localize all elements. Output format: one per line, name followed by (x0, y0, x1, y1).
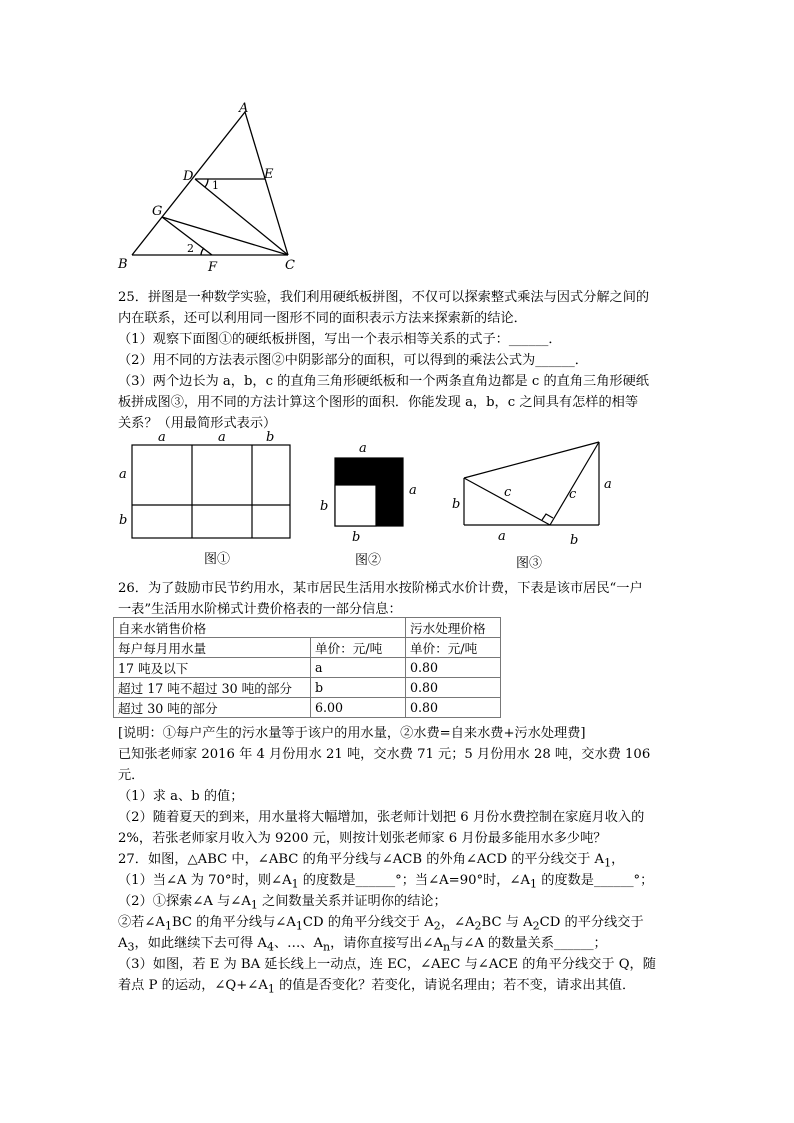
q27-intro: 27．如图，△ABC 中，∠ABC 的角平分线与∠ACB 的外角∠ACD 的平分线交于 $A_1$， (118, 852, 625, 870)
q27-part2-3: $A_3$，如此继续下去可得 $A_4$、…、$A_n$，请你直接写出$\angle A_n$与∠A 的数量关系______； (118, 936, 607, 954)
q26-known-line1: 已知张老师家 2016 年 4 月份用水 21 吨，交水费 71 元；5 月份用水 28 吨，交水费 106 (118, 747, 651, 762)
q25-part1: （1）观察下面图①的硬纸板拼图，写出一个表示相等关系的式子：______． (118, 332, 562, 347)
label-F: F (208, 260, 218, 275)
fig3-right-a: a (604, 477, 612, 492)
q27-part3-line2: 着点 P 的运动，$\angle Q+\angle A_1$ 的值是否变化？若变化，请说名理由；若不变，请求出其值． (118, 978, 636, 996)
figure-1 (112, 428, 302, 578)
fig3-bottom-a: a (498, 529, 506, 544)
fig2-caption: 图② (355, 553, 382, 568)
table-cell: a (311, 658, 406, 678)
table-header-tap-water: 自来水销售价格 (114, 618, 406, 638)
q25-part2: （2）用不同的方法表示图②中阴影部分的面积，可以得到的乘法公式为______． (118, 353, 588, 368)
table-cell: 每户每月用水量 (114, 638, 311, 658)
label-angle2: 2 (187, 242, 194, 255)
table-row (114, 678, 501, 698)
q27-part2-1: （2）①探索∠A 与$\angle A_1$ 之间数量关系并证明你的结论； (118, 894, 447, 912)
fig1-top-b: b (266, 430, 275, 445)
table-cell: 超过 30 吨的部分 (114, 698, 311, 718)
q25-part3-line3: 关系？（用最简形式表示） (118, 416, 277, 431)
water-price-table (113, 617, 501, 718)
q27-part3-line1: （3）如图，若 E 为 BA 延长线上一动点，连 EC，∠AEC 与∠ACE 的角平分线交于 Q，随 (118, 957, 656, 972)
table-cell: 超过 17 吨不超过 30 吨的部分 (114, 678, 311, 698)
fig3-c2: c (569, 487, 577, 502)
q26-known-line2: 元． (118, 768, 145, 783)
table-cell: 0.80 (406, 658, 501, 678)
table-cell: 单价：元/吨 (406, 638, 501, 658)
table-row (114, 698, 501, 718)
fig2-right-a: a (409, 483, 417, 498)
table-cell: 单价：元/吨 (311, 638, 406, 658)
label-C: C (285, 258, 295, 273)
fig3-left-b: b (452, 497, 461, 512)
table-cell: 0.80 (406, 698, 501, 718)
figure-2 (318, 438, 428, 573)
fig2-top-a: a (359, 441, 367, 456)
fig2-left-b: b (320, 499, 329, 514)
q26-intro-line1: 26．为了鼓励市民节约用水，某市居民生活用水按阶梯式水价计费，下表是该市居民“一户 (118, 581, 643, 596)
fig3-caption: 图③ (516, 556, 543, 571)
fig3-c1: c (504, 485, 512, 500)
label-B: B (118, 257, 128, 272)
fig3-bottom-b: b (570, 533, 579, 548)
q27-part1: （1）当∠A 为 70°时，则$\angle A_1$ 的度数是______°；当∠A=90°时，$\angle A_1$ 的度数是______°； (118, 873, 654, 891)
q26-part2-line2: 2%，若张老师家月收入为 9200 元，则按计划张老师家 6 月份最多能用水多少吨？ (118, 831, 607, 846)
table-cell: 6.00 (311, 698, 406, 718)
q26-part2-line1: （2）随着夏天的到来，用水量将大幅增加，张老师计划把 6 月份水费控制在家庭月收入的 (118, 810, 645, 825)
triangle-figure (112, 100, 302, 275)
fig1-caption: 图① (204, 552, 231, 567)
table-cell: b (311, 678, 406, 698)
label-angle1: 1 (212, 179, 219, 192)
fig1-top-a1: a (158, 430, 166, 445)
label-D: D (183, 169, 194, 184)
table-header-row (114, 618, 501, 638)
q25-part3-line2: 板拼成图③，用不同的方法计算这个图形的面积．你能发现 a，b，c 之间具有怎样的相等 (118, 395, 639, 410)
table-row (114, 658, 501, 678)
table-subheader-row (114, 638, 501, 658)
fig1-left-a: a (119, 467, 127, 482)
label-A: A (239, 101, 249, 116)
q25-intro-line1: 25．拼图是一种数学实验，我们利用硬纸板拼图，不仅可以探索整式乘法与因式分解之间的 (118, 290, 650, 305)
q27-part2-2: ②若$\angle A_1BC$ 的角平分线与$\angle A_1CD$ 的角平分线交于 $A_2$，$\angle A_2BC$ 与 $A_2CD$ 的平分线交于 (118, 915, 644, 933)
fig2-bottom-b: b (352, 530, 361, 545)
q26-note: [说明：①每户产生的污水量等于该户的用水量，②水费=自来水费+污水处理费] (118, 726, 586, 741)
fig1-top-a2: a (218, 430, 226, 445)
q25-part3-line1: （3）两个边长为 a，b，c 的直角三角形硬纸板和一个两条直角边都是 c 的直角三角形硬纸 (118, 374, 649, 389)
table-header-sewage: 污水处理价格 (406, 618, 501, 638)
table-cell: 17 吨及以下 (114, 658, 311, 678)
label-E: E (264, 167, 274, 182)
q26-part1: （1）求 a、b 的值； (118, 789, 244, 804)
label-G: G (152, 204, 163, 219)
fig1-left-b: b (119, 513, 128, 528)
table-cell: 0.80 (406, 678, 501, 698)
q25-intro-line2: 内在联系，还可以利用同一图形不同的面积表示方法来探索新的结论． (118, 311, 527, 326)
q26-intro-line2: 一表”生活用水阶梯式计费价格表的一部分信息： (118, 602, 402, 617)
figure-3 (446, 438, 621, 573)
